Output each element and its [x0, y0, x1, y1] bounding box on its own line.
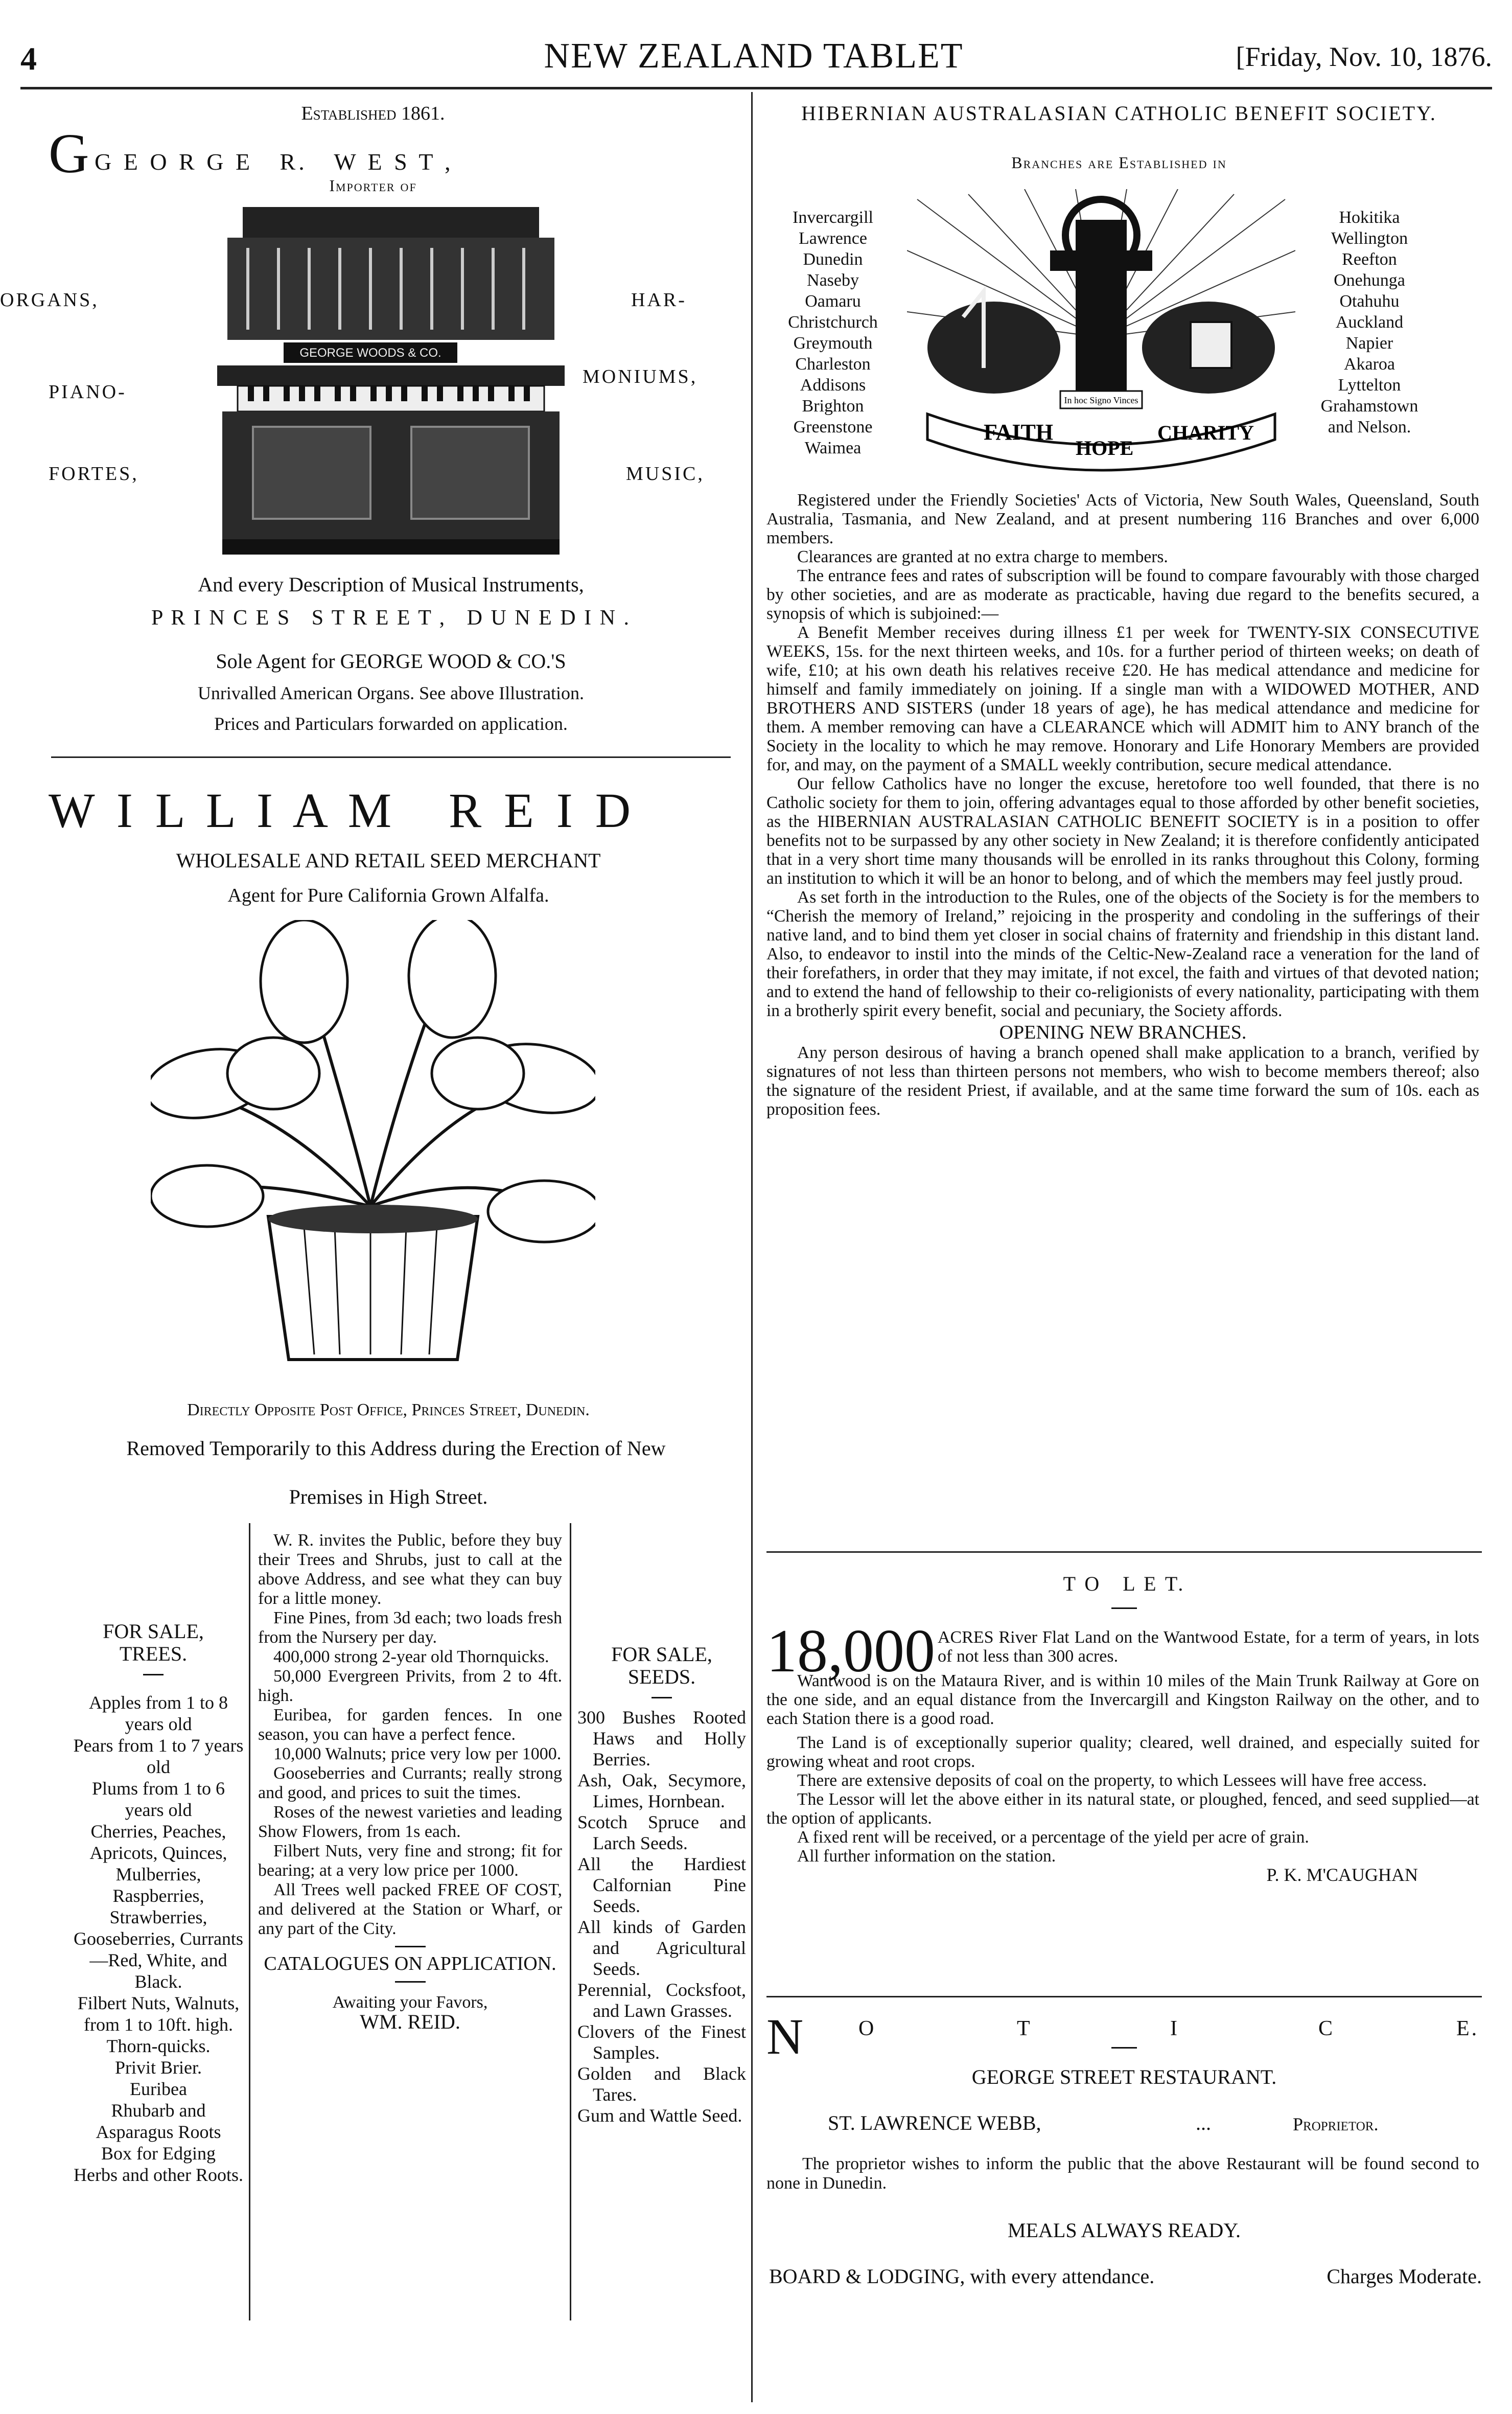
hibernian-entrance: The entrance fees and rates of subscription will be found to compare favourably with those charged by other societies, and are as moderate as practicable, having due regard to the benefits secured, a synopsis of which is subjoined:— — [766, 566, 1479, 623]
branch-item: Christchurch — [788, 313, 878, 332]
branch-item: Auckland — [1335, 313, 1404, 332]
catalogue-divider-2 — [395, 1981, 426, 1983]
reid-col-rule-left — [249, 1523, 250, 2320]
hibernian-opening: Any person desirous of having a branch opened shall make application to a branch, verified by signatures of not less than thirteen persons not members, who wish to become members thereof; also the signature of the resident Priest, if available, and at the same time forward the sum of 10s. each as proposition fees. — [766, 1043, 1479, 1119]
issue-date: [Friday, Nov. 10, 1876. — [1236, 41, 1492, 72]
reid-agent: Agent for Pure California Grown Alfalfa. — [227, 885, 549, 906]
west-address: P R I N C E S S T R E E T , D U N E D I N . — [151, 606, 631, 630]
west-bottom-rule — [51, 756, 731, 758]
to-let-para: The Lessor will let the above either in its natural state, or ploughed, fenced, and seed supplied—at the option of applicants. — [766, 1790, 1479, 1828]
reid-location: Directly Opposite Post Office, Princes Street, Dunedin. — [187, 1400, 590, 1419]
hibernian-branches-heading: Branches are Established in — [1011, 153, 1227, 172]
reid-premises: Premises in High Street. — [289, 1485, 488, 1508]
branch-item: Hokitika — [1339, 208, 1400, 227]
branches-left-list — [761, 207, 904, 458]
west-sole-agent: Sole Agent for GEORGE WOOD & CO.'S — [216, 650, 566, 673]
branch-item: Invercargill — [793, 208, 873, 227]
hibernian-emblem — [907, 189, 1295, 475]
branch-item: Reefton — [1342, 250, 1397, 269]
to-let-para: A fixed rent will be received, or a percentage of the yield per acre of grain. — [797, 1828, 1309, 1847]
notice-charges: Charges Moderate. — [1327, 2265, 1482, 2288]
west-every-description: And every Description of Musical Instruments, — [198, 573, 584, 596]
to-let-para: The Land is of exceptionally superior quality; cleared, well drained, and especially suited for growing wheat and root crops. — [766, 1733, 1479, 1771]
reid-para: 10,000 Walnuts; price very low per 1000. — [273, 1744, 562, 1763]
emblem-charity: CHARITY — [1157, 421, 1254, 444]
branch-item: Brighton — [802, 397, 864, 416]
tree-item: Thorn-quicks. — [106, 2036, 211, 2056]
seed-item: Scotch Spruce and Larch Seeds. — [577, 1812, 746, 1853]
reid-signature: WM. REID. — [360, 2010, 460, 2033]
notice-divider — [1111, 2047, 1137, 2049]
reid-para: Fine Pines, from 3d each; two loads fresh from the Nursery per day. — [258, 1608, 562, 1647]
branch-item: Dunedin — [803, 250, 863, 269]
newspaper-title: NEW ZEALAND TABLET — [544, 36, 964, 76]
west-right-label-3: MUSIC, — [626, 463, 705, 485]
hibernian-registered: Registered under the Friendly Societies' Acts of Victoria, New South Wales, Queensland, South Australia, Tasmania, and New Zealand, and at present numbering 116 Branches and over 6,000 members. — [766, 491, 1479, 547]
west-left-label-1: ORGANS, — [0, 289, 99, 311]
west-established: Established 1861. — [301, 103, 445, 124]
seed-item: 300 Bushes Rooted Haws and Holly Berries. — [577, 1707, 746, 1769]
west-name-text: G E O R G E R. W E S T , — [95, 149, 454, 175]
tree-item: Herbs and other Roots. — [74, 2165, 243, 2185]
column-divider — [751, 92, 753, 2402]
seed-item: Clovers of the Finest Samples. — [577, 2021, 746, 2063]
hibernian-fellow: Our fellow Catholics have no longer the excuse, heretofore too well founded, that there is no Catholic society for them to join, offering advantages equal to those afforded by other benefit societies, as the HIBERNIAN AUSTRALASIAN CATHOLIC BENEFIT SOCIETY is in a position to offer benefits not to be surpassed by any other society in New Zealand; it is therefore confidently anticipated that in a very short time many thousands will be enrolled in its ranks throughout this Colony, forming an institution to which it will be an honor to belong, and of which the members may feel justly proud. — [766, 774, 1479, 888]
to-let-bottom-rule — [766, 1996, 1482, 1997]
branch-item: Napier — [1345, 334, 1393, 353]
tree-item: Pears from 1 to 7 years old — [73, 1735, 244, 1777]
west-importer: Importer of — [329, 176, 417, 195]
trees-divider — [143, 1674, 164, 1675]
branch-item: Greenstone — [793, 418, 873, 436]
branch-item: Charleston — [795, 355, 871, 374]
to-let-signature: P. K. M'CAUGHAN — [1266, 1865, 1418, 1885]
reid-name: W I L L I A M R E I D — [49, 783, 636, 838]
to-let-para: There are extensive deposits of coal on the property, to which Lessees will have free access. — [797, 1771, 1427, 1790]
tree-item: Apples from 1 to 8 years old — [89, 1692, 228, 1734]
branches-right-list — [1288, 207, 1451, 438]
organ-illustration — [207, 202, 575, 560]
reid-para: 400,000 strong 2-year old Thornquicks. — [273, 1647, 549, 1666]
header-rule — [20, 87, 1492, 89]
branch-item: Waimea — [804, 439, 862, 457]
reid-trade: WHOLESALE AND RETAIL SEED MERCHANT — [176, 849, 601, 872]
notice-restaurant: GEORGE STREET RESTAURANT. — [971, 2065, 1277, 2088]
reid-para: All Trees well packed FREE OF COST, and delivered at the Station or Wharf, or any part of the City. — [258, 1880, 562, 1938]
tree-item: Box for Edging — [101, 2143, 216, 2164]
tree-item: Filbert Nuts, Walnuts, from 1 to 10ft. high. — [77, 1993, 240, 2035]
branch-item: Onehunga — [1334, 271, 1405, 290]
branch-item: Otahuhu — [1339, 292, 1400, 311]
hibernian-benefit: A Benefit Member receives during illness £1 per week for TWENTY-SIX CONSECUTIVE WEEKS, 15s. for the next thirteen weeks, and 10s. for a further period of thirteen weeks; on death of wife, £10; at his own death his relatives receive £20. He has medical attendance and medicine for himself and family immediately on joining. If a single man with a WIDOWED MOTHER, AND BROTHERS AND SISTERS (under 18 years of age), he has medical attendance and medicine for them. A member removing can have a CLEARANCE which will ADMIT him to ANY branch of the Society in the locality to which he may remove. Honorary and Life Honorary Members are provided for, and may, on the payment of a SMALL weekly contribution, secure medical attendance. — [766, 623, 1479, 774]
seeds-list — [577, 1707, 746, 2126]
seed-item: All the Hardiest Calfornian Pine Seeds. — [577, 1854, 746, 1916]
branch-item: Lawrence — [798, 229, 867, 248]
reid-middle-column — [258, 1531, 562, 2032]
branch-item: Naseby — [807, 271, 859, 290]
branch-item: Wellington — [1331, 229, 1408, 248]
notice-proprietor-label: Proprietor. — [1293, 2114, 1379, 2134]
to-let-heading: T O L E T. — [1063, 1572, 1185, 1595]
branch-item: Lyttelton — [1338, 376, 1401, 395]
reid-para: Roses of the newest varieties and leading Show Flowers, from 1s each. — [258, 1803, 562, 1841]
tree-item: Plums from 1 to 6 years old — [91, 1778, 225, 1820]
notice-proprietor-name: ST. LAWRENCE WEBB, — [828, 2111, 1041, 2134]
potted-plant-illustration — [151, 920, 595, 1370]
reid-removed: Removed Temporarily to this Address during the Erection of New — [126, 1437, 666, 1460]
branch-item: Akaroa — [1343, 355, 1395, 374]
reid-para: 50,000 Evergreen Privits, from 2 to 4ft. high. — [258, 1667, 562, 1705]
seed-item: Golden and Black Tares. — [577, 2063, 746, 2105]
seed-item: Ash, Oak, Secymore, Limes, Hornbean. — [577, 1770, 746, 1811]
tree-item: Rhubarb and Asparagus Roots — [96, 2100, 221, 2142]
organ-nameplate: GEORGE WOODS & CO. — [299, 346, 441, 360]
to-let-body — [766, 1671, 1479, 1884]
west-right-label-1: HAR- — [631, 289, 687, 311]
hibernian-body — [766, 491, 1479, 1119]
to-let-big-number: 18,000 — [766, 1617, 935, 1685]
west-unrivalled: Unrivalled American Organs. See above Illustration. — [197, 683, 585, 703]
reid-awaiting: Awaiting your Favors, — [332, 1993, 488, 2012]
notice-meals: MEALS ALWAYS READY. — [1008, 2219, 1241, 2242]
west-prices: Prices and Particulars forwarded on application. — [214, 714, 568, 734]
reid-para: Filbert Nuts, very fine and strong; fit for bearing; at a very low price per 1000. — [258, 1842, 562, 1880]
reid-para: W. R. invites the Public, before they buy their Trees and Shrubs, just to call at the above Address, and see what they can buy for a little money. — [258, 1531, 562, 1608]
seeds-divider — [652, 1697, 672, 1698]
emblem-faith: FAITH — [984, 420, 1054, 445]
hibernian-forth: As set forth in the introduction to the Rules, one of the objects of the Society is for the members to “Cherish the memory of Ireland,” rejoicing in the prosperity and condoling in the sufferings of their native land, and to bind them yet closer in social chains of fraternity and friendship in this distant land. Also, to endeavor to instil into the minds of the Celtic-New-Zealand race a veneration for the land of their forefathers, in order that they may imitate, if not excel, the faith and virtues of that devoted nation; and to extend the hand of fellowship to their co-religionists of every nationality, participating with them in a brotherly spirit every benefit, social and pecuniary, the Society affords. — [766, 888, 1479, 1020]
seeds-heading: FOR SALE, SEEDS. — [611, 1643, 712, 1688]
tree-item: Cherries, Peaches, Apricots, Quinces, Mulberries, Raspberries, Strawberries, Gooseberries, Currants—Red, White, and Black. — [74, 1821, 243, 1992]
to-let-para: All further information on the station. — [797, 1847, 1056, 1866]
branch-item: Greymouth — [793, 334, 873, 353]
to-let-para: Wantwood is on the Mataura River, and is within 10 miles of the Main Trunk Railway at Gore on the one side, and an equal distance from the Invercargill and Kingston Railway on the other, and to each Station there is a good road. — [766, 1671, 1479, 1728]
tree-item: Privit Brier. — [115, 2057, 202, 2078]
reid-catalogues: CATALOGUES ON APPLICATION. — [264, 1953, 556, 1974]
notice-board: BOARD & LODGING, with every attendance. — [769, 2265, 1155, 2288]
notice-body: The proprietor wishes to inform the public that the above Restaurant will be found second to none in Dunedin. — [766, 2154, 1479, 2193]
reid-para: Gooseberries and Currants; really strong and good, and prices to suit the times. — [258, 1764, 562, 1802]
reid-para: Euribea, for garden fences. In one season, you can have a perfect fence. — [258, 1706, 562, 1744]
tree-item: Euribea — [130, 2079, 187, 2099]
seed-item: Gum and Wattle Seed. — [577, 2105, 742, 2126]
page-number: 4 — [20, 40, 37, 77]
seed-item: All kinds of Garden and Agricultural Seeds. — [577, 1917, 746, 1979]
branch-item: Grahamstown — [1320, 397, 1418, 416]
emblem-scroll: In hoc Signo Vinces — [1064, 395, 1138, 405]
hibernian-bottom-rule — [766, 1551, 1482, 1553]
to-let-lead: ACRES River Flat Land on the Wantwood Estate, for a term of years, in lots of not less than 300 acres. — [938, 1628, 1479, 1666]
emblem-hope: HOPE — [1076, 436, 1134, 459]
catalogue-divider — [395, 1946, 426, 1947]
west-right-label-2: MONIUMS, — [583, 366, 698, 387]
branch-item: and Nelson. — [1328, 418, 1411, 436]
notice-initial: N — [766, 2008, 804, 2065]
seed-item: Perennial, Cocksfoot, and Lawn Grasses. — [577, 1980, 746, 2021]
branch-item: Oamaru — [805, 292, 861, 311]
west-left-label-2: PIANO- — [49, 381, 127, 403]
hibernian-clearances: Clearances are granted at no extra charge to members. — [797, 547, 1168, 566]
trees-list — [72, 1692, 245, 2186]
notice-dots: ... — [1196, 2111, 1211, 2134]
west-left-label-3: FORTES, — [49, 463, 139, 485]
trees-heading: FOR SALE, TREES. — [103, 1620, 204, 1665]
to-let-divider — [1111, 1607, 1137, 1609]
hibernian-title: HIBERNIAN AUSTRALASIAN CATHOLIC BENEFIT SOCIETY. — [801, 102, 1437, 125]
hibernian-opening-heading: OPENING NEW BRANCHES. — [999, 1022, 1247, 1043]
branch-item: Addisons — [800, 376, 866, 395]
reid-col-rule-right — [570, 1523, 571, 2320]
